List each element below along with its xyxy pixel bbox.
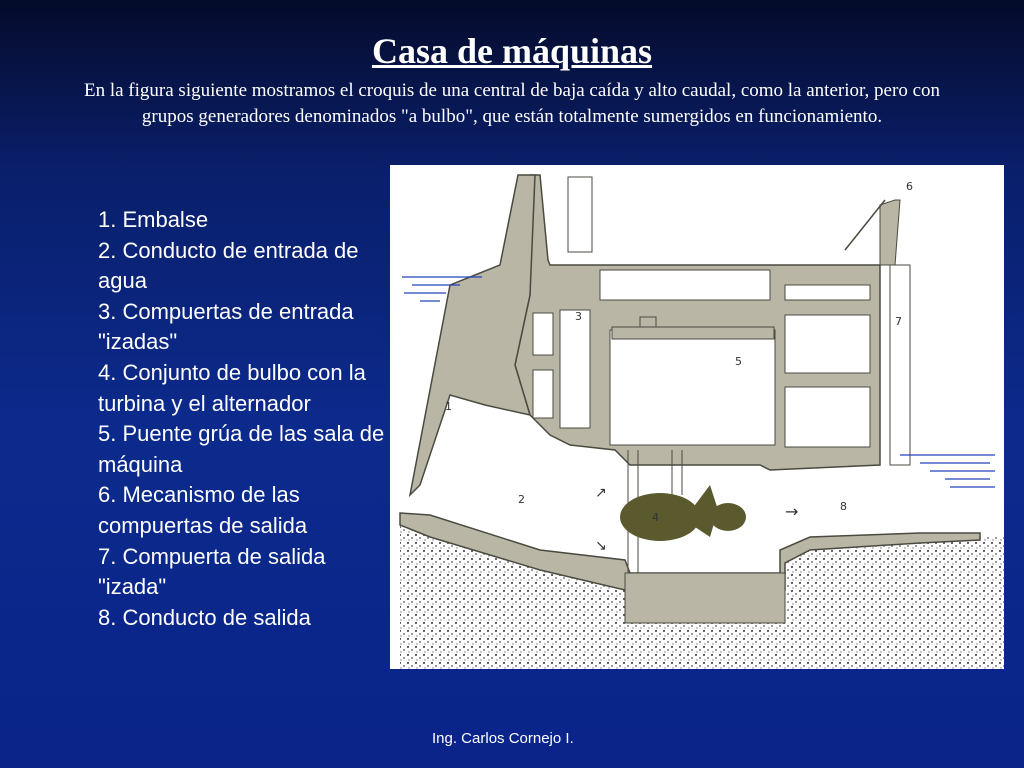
legend-item: 2. Conducto de entrada de agua — [98, 237, 359, 294]
flow-arrow: ↘ — [595, 538, 607, 554]
right-chamber-mid — [785, 315, 870, 373]
legend-item: 1. Embalse — [98, 207, 209, 232]
powerhouse-diagram — [390, 165, 1004, 669]
diagram-label: 7 — [895, 315, 902, 328]
legend-item: 6. Mecanismo de las compuertas de salida — [98, 482, 308, 538]
legend-item: 7. Compuerta de salida "izada" — [98, 543, 326, 600]
crane-beam — [612, 327, 774, 339]
floor-slab — [625, 573, 785, 623]
outlet-tower — [880, 200, 900, 265]
diagram-label: 2 — [518, 493, 525, 506]
slide-title: Casa de máquinas — [371, 31, 653, 71]
powerhouse-drawing — [390, 165, 1004, 669]
right-chamber-low — [785, 387, 870, 447]
outlet-gate — [890, 265, 910, 465]
diagram-label: 6 — [906, 180, 913, 193]
footer-author: Ing. Carlos Cornejo I. — [432, 730, 574, 747]
crane-trolley — [640, 317, 656, 327]
right-chamber-top — [785, 285, 870, 300]
legend-item: 5. Puente grúa de las sala de máquina — [98, 421, 385, 477]
legend-item: 3. Compuertas de entrada "izadas" — [98, 298, 354, 355]
upper-hall — [600, 270, 770, 300]
machine-hall — [610, 330, 775, 445]
left-chamber-2 — [533, 370, 553, 418]
left-chamber-3 — [560, 310, 590, 428]
diagram-label: 4 — [652, 511, 659, 524]
turbine-hub — [710, 503, 746, 531]
bulb-generator — [620, 493, 700, 541]
left-chamber-1 — [533, 313, 553, 355]
legend-list — [98, 205, 390, 633]
diagram-label: 3 — [575, 310, 582, 323]
flow-arrow: ↗ — [595, 485, 607, 501]
diagram-label: 8 — [840, 500, 847, 513]
slide-subtitle: En la figura siguiente mostramos el croquis de una central de baja caída y alto caudal, como la anterior, pero con grupos generadores denominados "a bulbo", que están totalmente sumergidos en funcionamiento. — [83, 80, 941, 127]
tailwater-level — [900, 455, 995, 487]
diagram-label: 1 — [445, 400, 452, 413]
upstream-face — [410, 175, 535, 495]
flow-arrow: → — [785, 502, 799, 521]
intake-shaft — [568, 177, 592, 252]
diagram-label: 5 — [735, 355, 742, 368]
legend-item: 4. Conjunto de bulbo con la turbina y el alternador — [98, 359, 366, 416]
legend-item: 8. Conducto de salida — [98, 604, 311, 630]
